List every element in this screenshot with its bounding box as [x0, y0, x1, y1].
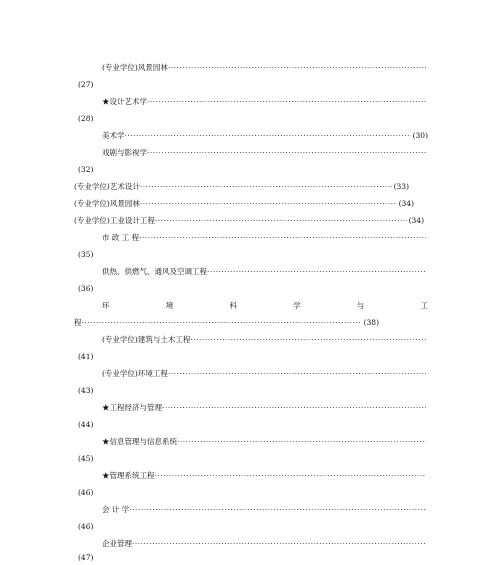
toc-entry-title: 供热、供燃气、通风及空调工程 — [102, 267, 207, 276]
toc-entry[interactable] — [102, 130, 428, 142]
toc-entry-title: 戏剧与影视学 — [102, 148, 147, 157]
toc-entry-title: 市 政 工 程 — [102, 233, 140, 242]
toc-entry[interactable] — [74, 317, 379, 329]
title-char: 境 — [165, 301, 174, 310]
page-number: (45) — [78, 454, 94, 463]
toc-entry[interactable] — [102, 368, 428, 380]
leader-dots — [147, 96, 426, 108]
toc-entry-title: ★工程经济与管理 — [102, 403, 162, 412]
page-number: (27) — [78, 80, 94, 89]
toc-entry[interactable] — [102, 470, 428, 482]
toc-entry[interactable] — [74, 181, 409, 193]
leader-dots — [207, 266, 426, 278]
toc-entry-page: (30) — [412, 131, 428, 140]
toc-entry[interactable] — [102, 538, 428, 550]
leader-dots — [139, 232, 426, 244]
title-char: 学 — [293, 301, 301, 310]
toc-entry[interactable] — [74, 215, 424, 227]
page-number: (46) — [78, 522, 94, 531]
toc-entry-title: (专业学位)工业设计工程 — [74, 216, 155, 225]
title-char: 环 — [102, 301, 110, 310]
leader-dots — [140, 181, 392, 193]
toc-entry-spread-title[interactable] — [102, 300, 428, 312]
toc-entry-title: 企业管理 — [102, 539, 132, 548]
toc-entry-title: (专业学位)环境工程 — [102, 369, 168, 378]
toc-entry-title: ★管理系统工程 — [102, 471, 155, 480]
page-number: (32) — [78, 165, 94, 174]
toc-entry-title: ★信息管理与信息系统 — [102, 437, 177, 446]
toc-entry-page: (34) — [398, 199, 414, 208]
toc-entry[interactable] — [102, 504, 428, 516]
toc-entry-title: (专业学位)艺术设计 — [74, 182, 140, 191]
toc-entry-title: 程 — [74, 318, 82, 327]
leader-dots — [140, 198, 397, 210]
title-char: 科 — [229, 301, 237, 310]
leader-dots — [129, 504, 426, 516]
toc-entry[interactable] — [102, 402, 428, 414]
leader-dots — [168, 62, 426, 74]
toc-entry-title: (专业学位)风景园林 — [102, 63, 168, 72]
page-number: (28) — [78, 114, 94, 123]
leader-dots — [168, 368, 426, 380]
leader-dots — [190, 334, 426, 346]
leader-dots — [147, 147, 426, 159]
toc-entry[interactable] — [102, 147, 428, 159]
toc-entry-title: 会 计 学 — [102, 505, 130, 514]
toc-entry-title: (专业学位)风景园林 — [74, 199, 140, 208]
toc-entry[interactable] — [102, 96, 428, 108]
toc-entry[interactable] — [102, 62, 428, 74]
toc-entry-page: (38) — [363, 318, 379, 327]
page-number: (41) — [78, 352, 94, 361]
leader-dots — [162, 402, 426, 414]
toc-entry-title: (专业学位)建筑与土木工程 — [102, 335, 191, 344]
leader-dots — [125, 130, 411, 142]
page-number: (43) — [78, 386, 94, 395]
title-char: 工 — [420, 301, 428, 310]
toc-entry[interactable] — [102, 436, 428, 448]
title-char: 与 — [356, 301, 365, 310]
leader-dots — [155, 215, 407, 227]
page-number: (47) — [78, 553, 94, 562]
toc-entry[interactable] — [102, 232, 428, 244]
page-number: (46) — [78, 488, 94, 497]
toc-entry-title: 美术学 — [102, 131, 125, 140]
leader-dots — [132, 538, 426, 550]
toc-entry-page: (34) — [408, 216, 424, 225]
leader-dots — [177, 436, 426, 448]
toc-entry-title: ★设计艺术学 — [102, 97, 147, 106]
page-number: (35) — [78, 250, 94, 259]
toc-entry[interactable] — [74, 198, 414, 210]
leader-dots — [155, 470, 427, 482]
page-number: (36) — [78, 284, 94, 293]
toc-entry[interactable] — [102, 266, 428, 278]
toc-entry[interactable] — [102, 334, 428, 346]
leader-dots — [82, 317, 362, 329]
toc-entry-page: (33) — [393, 182, 409, 191]
page-number: (44) — [78, 420, 94, 429]
